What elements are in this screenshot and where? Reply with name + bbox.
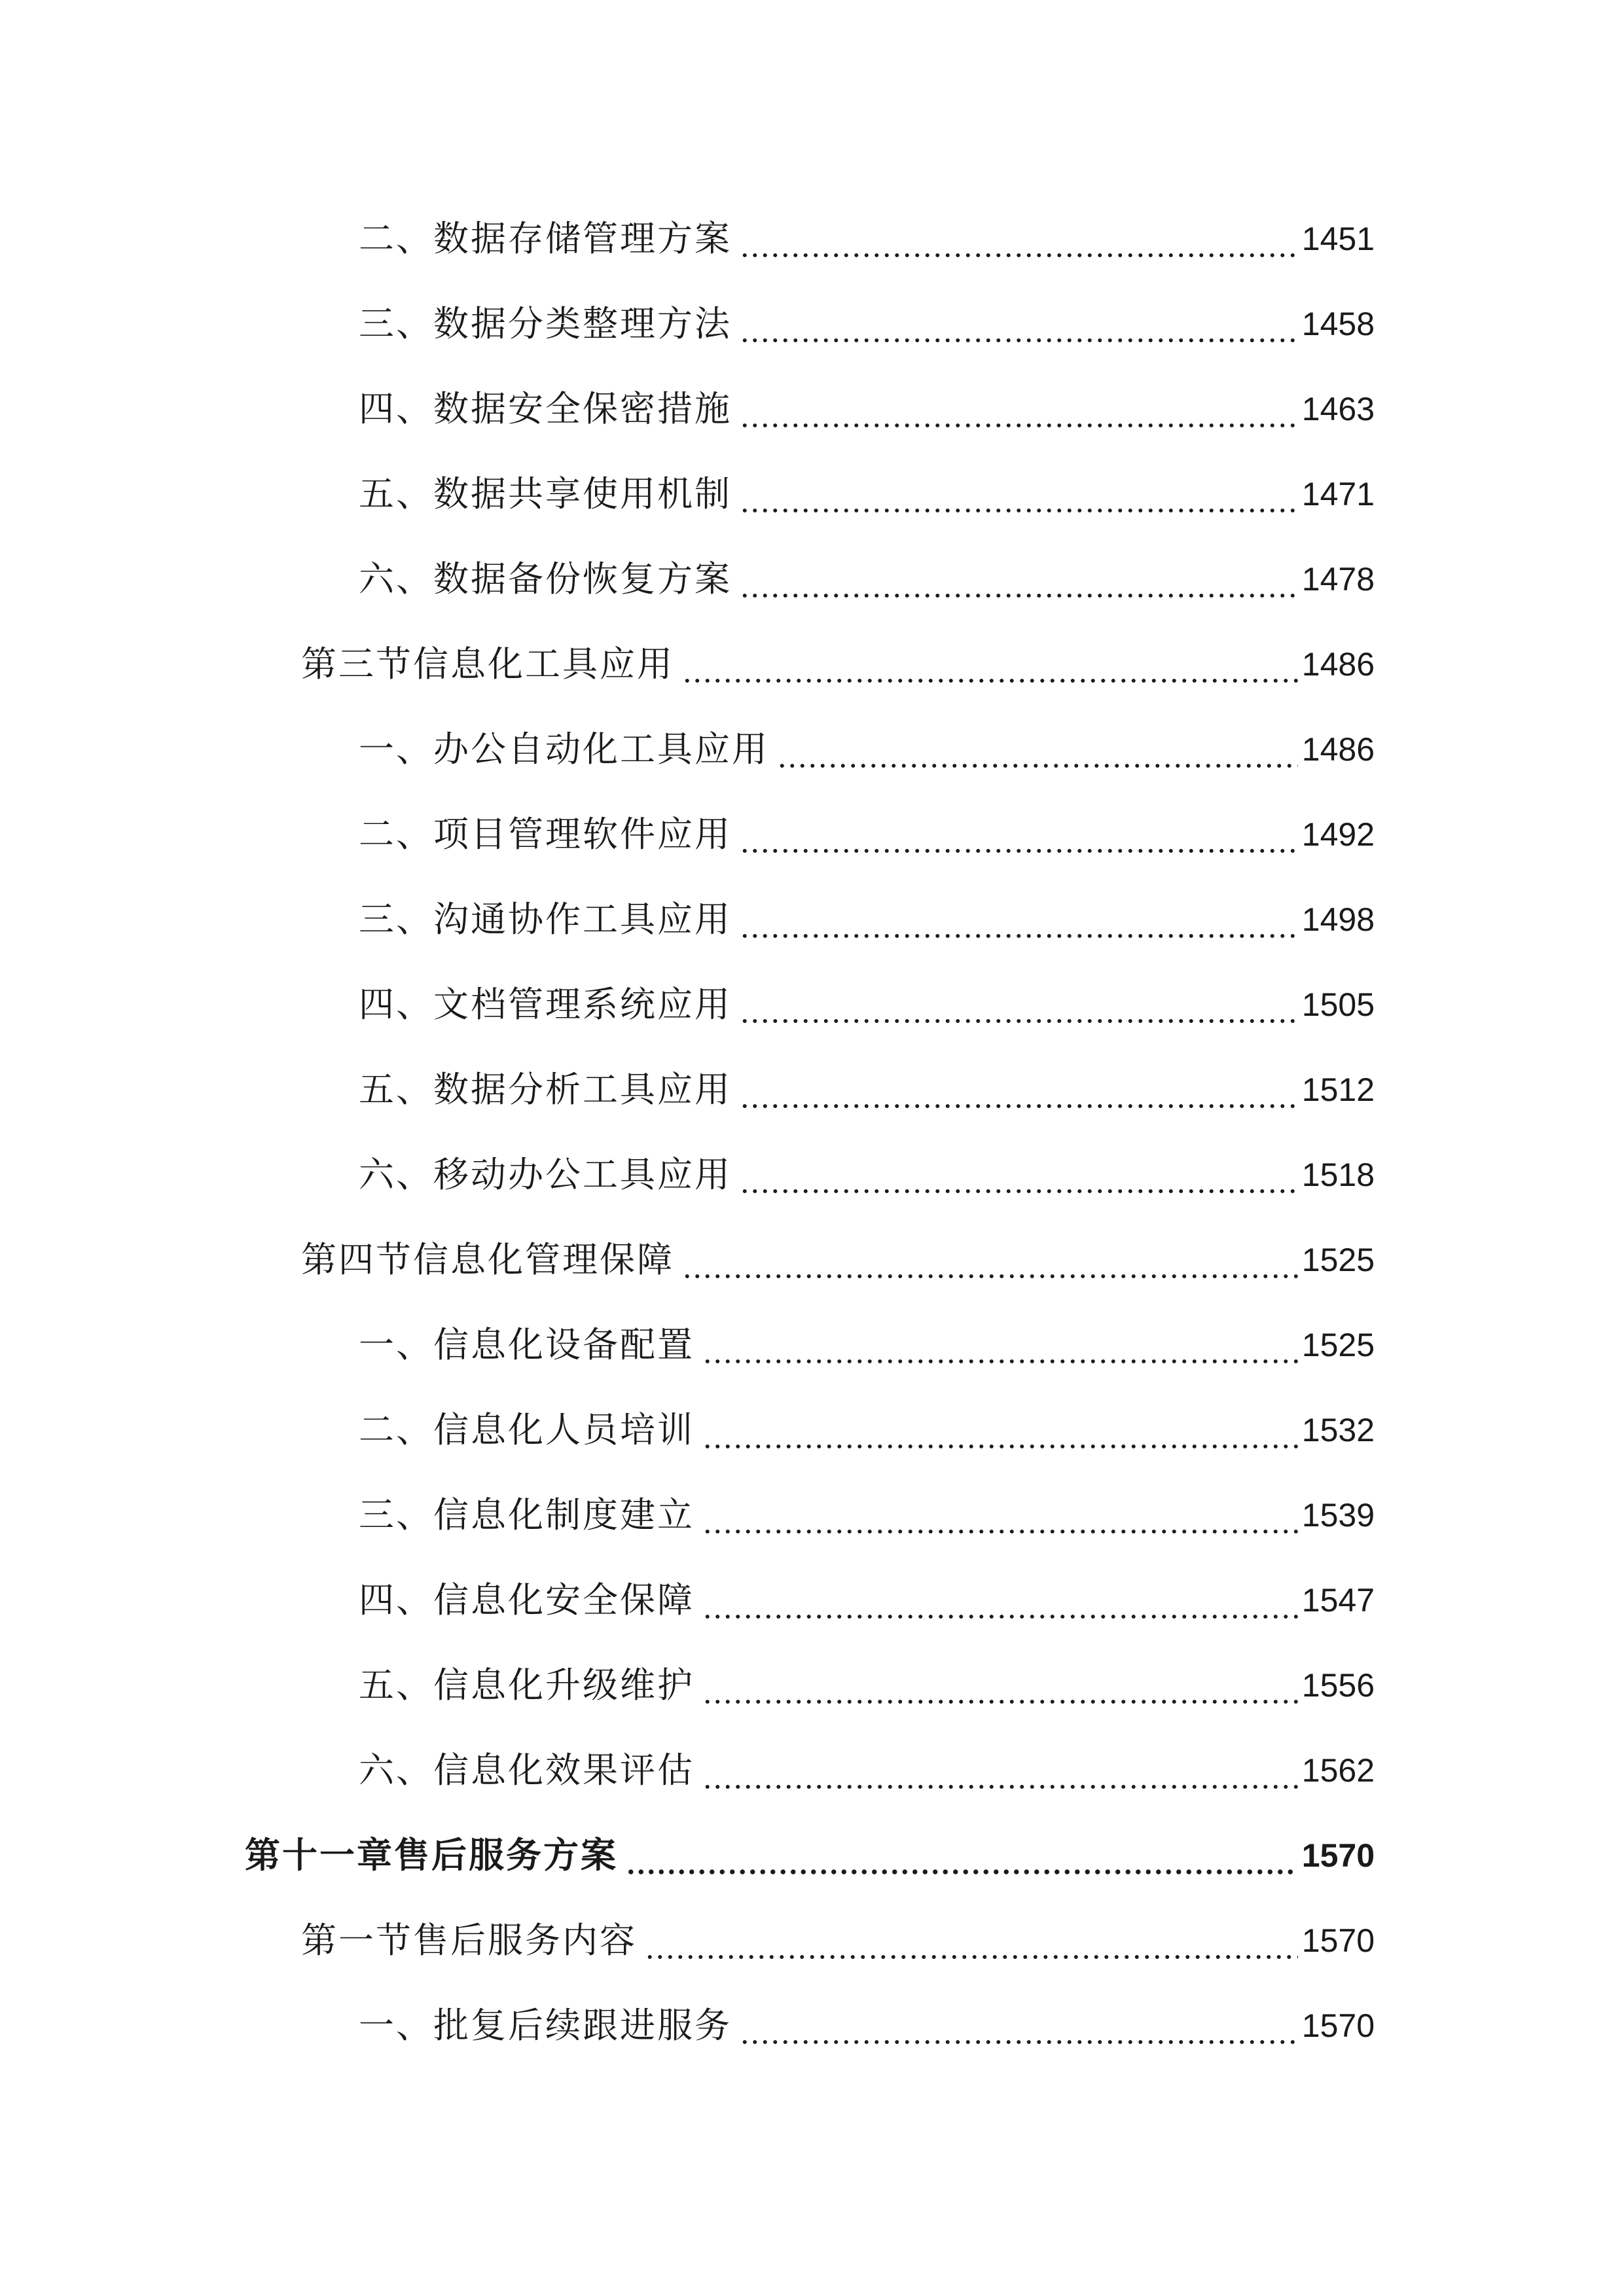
toc-entry-section[interactable]	[359, 1149, 1375, 1201]
dot-leader	[682, 638, 1298, 691]
toc-entry-page-number: 1556	[1301, 1667, 1375, 1704]
dot-leader	[702, 1404, 1298, 1456]
toc-entry-title: 一、信息化设备配置	[359, 1324, 695, 1365]
toc-entry-page-number: 1539	[1301, 1497, 1375, 1534]
dot-leader	[702, 1744, 1298, 1797]
toc-entry-chapter[interactable]	[245, 1829, 1375, 1882]
toc-entry-page-number: 1518	[1301, 1157, 1375, 1193]
toc-entry-title: 三、沟通协作工具应用	[359, 899, 732, 940]
toc-entry-subchapter[interactable]	[301, 1234, 1375, 1286]
toc-entry-title: 第四节信息化管理保障	[301, 1239, 674, 1280]
toc-entry-title: 第十一章售后服务方案	[245, 1835, 618, 1876]
dot-leader	[702, 1319, 1298, 1371]
dot-leader	[740, 553, 1298, 605]
toc-entry-page-number: 1458	[1301, 306, 1375, 342]
toc-entry-section[interactable]	[359, 1659, 1375, 1712]
toc-entry-section[interactable]	[359, 1064, 1375, 1116]
toc-entry-section[interactable]	[359, 978, 1375, 1031]
toc-entry-section[interactable]	[359, 1489, 1375, 1541]
toc-entry-title: 五、数据分析工具应用	[359, 1069, 732, 1110]
toc-entry-title: 六、信息化效果评估	[359, 1749, 695, 1791]
toc-entry-page-number: 1512	[1301, 1071, 1375, 1108]
toc-entry-title: 五、数据共享使用机制	[359, 473, 732, 514]
toc-entry-section[interactable]	[359, 383, 1375, 435]
toc-entry-title: 四、数据安全保密措施	[359, 388, 732, 429]
toc-entry-page-number: 1492	[1301, 816, 1375, 853]
toc-entry-page-number: 1471	[1301, 476, 1375, 512]
dot-leader	[740, 978, 1298, 1031]
toc-entry-section[interactable]	[359, 1404, 1375, 1456]
dot-leader	[740, 383, 1298, 435]
toc-entry-section[interactable]	[359, 298, 1375, 350]
dot-leader	[702, 1574, 1298, 1626]
toc-entry-title: 六、数据备份恢复方案	[359, 558, 732, 600]
toc-entry-section[interactable]	[359, 213, 1375, 265]
dot-leader	[740, 468, 1298, 520]
toc-entry-section[interactable]	[359, 1574, 1375, 1626]
toc-entry-page-number: 1570	[1301, 1837, 1375, 1874]
toc-entry-section[interactable]	[359, 1744, 1375, 1797]
toc-entry-section[interactable]	[359, 2000, 1375, 2052]
toc-entry-page-number: 1562	[1301, 1752, 1375, 1789]
toc-entry-title: 三、数据分类整理方法	[359, 303, 732, 344]
toc-entry-section[interactable]	[359, 808, 1375, 861]
toc-entry-page-number: 1525	[1301, 1242, 1375, 1278]
dot-leader	[740, 893, 1298, 946]
toc-entry-page-number: 1463	[1301, 391, 1375, 427]
toc-entry-page-number: 1570	[1301, 1922, 1375, 1959]
toc-entry-page-number: 1505	[1301, 986, 1375, 1023]
toc-entry-page-number: 1532	[1301, 1412, 1375, 1448]
toc-entry-page-number: 1486	[1301, 646, 1375, 683]
toc-entry-title: 二、数据存储管理方案	[359, 218, 732, 259]
toc-entry-page-number: 1478	[1301, 561, 1375, 598]
toc-entry-section[interactable]	[359, 1319, 1375, 1371]
toc-entry-title: 第一节售后服务内容	[301, 1920, 637, 1961]
toc-entry-page-number: 1570	[1301, 2007, 1375, 2044]
toc-entry-title: 二、信息化人员培训	[359, 1409, 695, 1450]
toc-entry-page-number: 1547	[1301, 1582, 1375, 1619]
toc-entry-title: 三、信息化制度建立	[359, 1494, 695, 1535]
toc-entry-section[interactable]	[359, 893, 1375, 946]
toc-entry-page-number: 1486	[1301, 731, 1375, 768]
toc-entry-title: 二、项目管理软件应用	[359, 814, 732, 855]
toc-entry-title: 四、文档管理系统应用	[359, 984, 732, 1025]
toc-entry-title: 一、批复后续跟进服务	[359, 2005, 732, 2046]
toc-entry-subchapter[interactable]	[301, 638, 1375, 691]
toc-entry-title: 一、办公自动化工具应用	[359, 728, 769, 770]
dot-leader	[740, 298, 1298, 350]
dot-leader	[740, 1149, 1298, 1201]
toc-entry-section[interactable]	[359, 723, 1375, 776]
dot-leader	[740, 213, 1298, 265]
toc-entry-title: 五、信息化升级维护	[359, 1664, 695, 1706]
toc-entry-subchapter[interactable]	[301, 1914, 1375, 1967]
dot-leader	[740, 808, 1298, 861]
dot-leader	[682, 1234, 1298, 1286]
dot-leader	[740, 1064, 1298, 1116]
dot-leader	[626, 1829, 1298, 1882]
toc-entry-title: 第三节信息化工具应用	[301, 643, 674, 685]
dot-leader	[645, 1914, 1298, 1967]
dot-leader	[702, 1659, 1298, 1712]
toc-entry-section[interactable]	[359, 553, 1375, 605]
dot-leader	[740, 2000, 1298, 2052]
toc-entry-title: 六、移动办公工具应用	[359, 1154, 732, 1195]
toc-entry-page-number: 1451	[1301, 221, 1375, 257]
toc-entry-section[interactable]	[359, 468, 1375, 520]
dot-leader	[777, 723, 1298, 776]
toc-entry-title: 四、信息化安全保障	[359, 1579, 695, 1621]
toc-entry-page-number: 1525	[1301, 1327, 1375, 1363]
dot-leader	[702, 1489, 1298, 1541]
toc-entry-page-number: 1498	[1301, 901, 1375, 938]
